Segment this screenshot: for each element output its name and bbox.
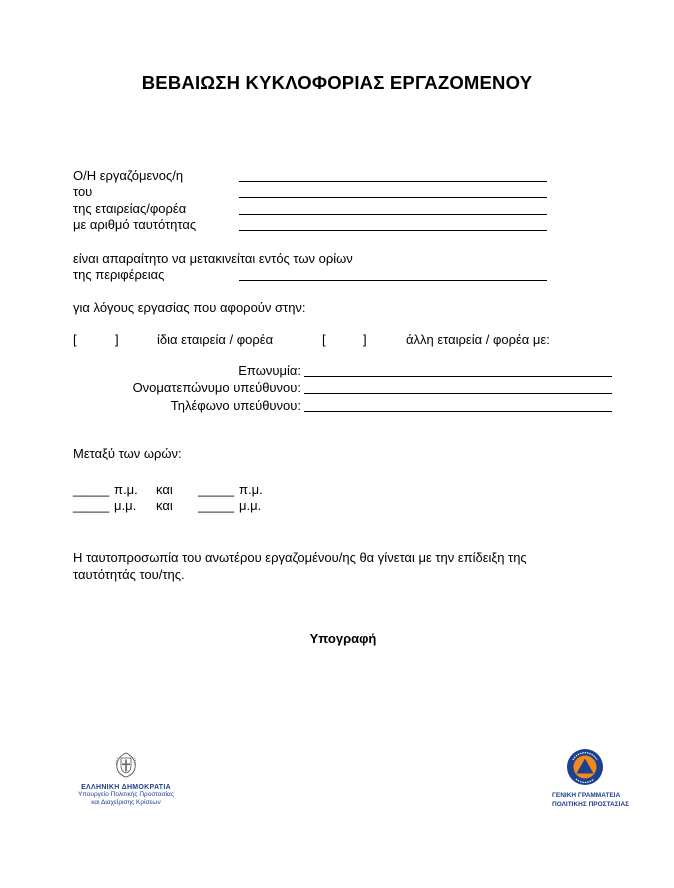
region-label: της περιφέρειας: [73, 267, 165, 282]
employee-field[interactable]: [239, 181, 547, 182]
greek-coat-of-arms-icon: [113, 752, 139, 778]
civil-protection-logo: [552, 748, 630, 808]
label-id-number: με αριθμό ταυτότητας: [73, 217, 197, 232]
manager-phone-field[interactable]: [304, 411, 612, 412]
signature-label: Υπογραφή: [309, 631, 377, 646]
other-company-option-label: άλλη εταιρεία / φορέα με:: [406, 332, 550, 347]
am-and-label: και: [156, 482, 173, 497]
hellenic-republic-logo: [60, 752, 192, 807]
label-manager-phone: Τηλέφωνο υπεύθυνου:: [170, 398, 301, 413]
am-start-field[interactable]: _____: [73, 482, 110, 497]
civil-protection-emblem-icon: [566, 748, 604, 786]
reasons-intro: για λόγους εργασίας που αφορούν στην:: [73, 300, 306, 315]
company-name-field[interactable]: [304, 376, 612, 377]
identity-note-line2: ταυτότητάς του/της.: [73, 567, 185, 582]
label-employee: Ο/Η εργαζόμενος/η: [73, 168, 184, 183]
same-company-checkbox-close[interactable]: ]: [115, 332, 119, 347]
region-field[interactable]: [239, 280, 547, 281]
pm-end-label: μ.μ.: [239, 498, 262, 513]
hours-intro: Μεταξύ των ωρών:: [73, 446, 182, 461]
am-end-field[interactable]: _____: [198, 482, 235, 497]
movement-text: είναι απαραίτητο να μετακινείται εντός των ορίων: [73, 251, 353, 266]
right-logo-line1: ΓΕΝΙΚΗ ΓΡΑΜΜΑΤΕΙΑ: [552, 792, 621, 799]
same-company-option-label: ίδια εταιρεία / φορέα: [157, 332, 274, 347]
pm-start-label: μ.μ.: [114, 498, 137, 513]
pm-start-field[interactable]: _____: [73, 498, 110, 513]
pm-and-label: και: [156, 498, 173, 513]
label-of: του: [73, 184, 93, 199]
company-field[interactable]: [239, 214, 547, 215]
identity-note-line1: Η ταυτοπροσωπία του ανωτέρου εργαζομένου/ης θα γίνεται με την επίδειξη της: [73, 550, 527, 565]
document-title: ΒΕΒΑΙΩΣΗ ΚΥΚΛΟΦΟΡΙΑΣ ΕΡΓΑΖΟΜΕΝΟΥ: [141, 72, 533, 93]
left-logo-line2: Υπουργείο Πολιτικής Προστασίας: [78, 791, 174, 798]
of-field[interactable]: [239, 197, 547, 198]
am-start-label: π.μ.: [114, 482, 138, 497]
same-company-checkbox-open[interactable]: [: [73, 332, 77, 347]
pm-end-field[interactable]: _____: [198, 498, 235, 513]
other-company-checkbox-open[interactable]: [: [322, 332, 326, 347]
other-company-checkbox-close[interactable]: ]: [363, 332, 367, 347]
id-number-field[interactable]: [239, 230, 547, 231]
label-manager-name: Ονοματεπώνυμο υπεύθυνου:: [132, 380, 301, 395]
left-logo-line3: και Διαχείρισης Κρίσεων: [91, 799, 161, 806]
manager-name-field[interactable]: [304, 393, 612, 394]
left-logo-line1: ΕΛΛΗΝΙΚΗ ΔΗΜΟΚΡΑΤΙΑ: [81, 784, 171, 791]
label-company: της εταιρείας/φορέα: [73, 201, 187, 216]
label-company-name: Επωνυμία:: [238, 363, 301, 378]
right-logo-line2: ΠΟΛΙΤΙΚΗΣ ΠΡΟΣΤΑΣΙΑΣ: [552, 800, 630, 808]
am-end-label: π.μ.: [239, 482, 263, 497]
